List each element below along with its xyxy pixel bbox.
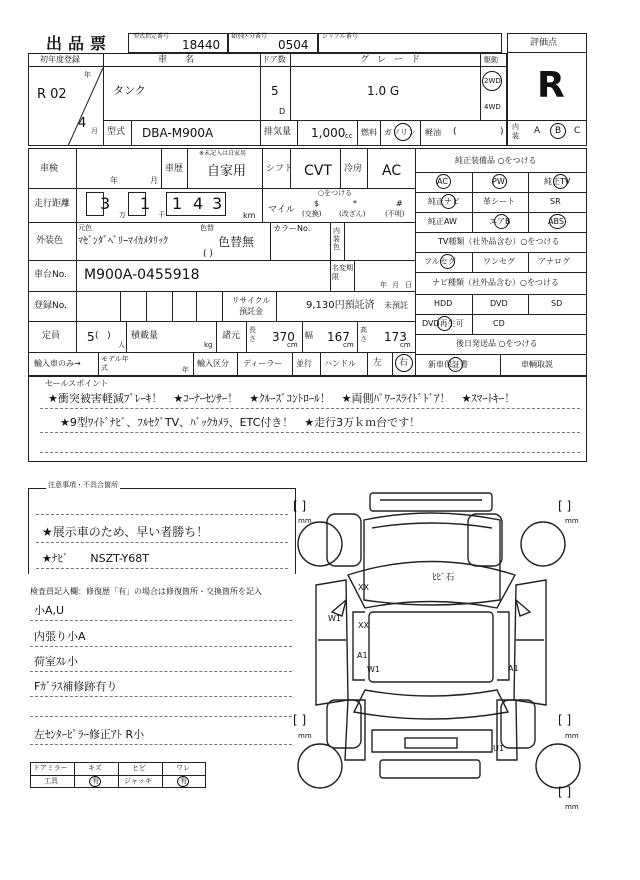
equip-item: 革シート [483,197,515,206]
rating-value: R [537,65,565,106]
inspector-label: 検査員記入欄：修復歴「有」の場合は修復箇所・交換箇所を記入 [30,587,262,596]
shaken-label: 車検 [40,164,59,174]
tv-title: TV種類（社外品含む）○をつける [438,237,560,246]
grade-label: グレード [360,55,429,65]
doors-label: ドア数 [262,55,286,64]
navi-item: DVD [490,299,508,308]
tv-item: ワンセグ [483,257,515,266]
tire-bracket: [ ] [558,785,572,799]
notes-label: 注意事項・不具合箇所 [48,481,118,489]
tv-item: フルセグ [424,257,456,266]
handle-label: ハンドル [324,359,356,368]
color-label: 外装色 [36,236,64,246]
model-year-label: モデル年式 [101,355,129,372]
class-no-label: 類別区分番号 [231,33,268,40]
shift-label: シフト [266,164,294,174]
drive-4wd: 4WD [484,103,501,111]
inspector-line: Fｶﾞﾗｽ補修跡有り [34,680,118,693]
color-no-label: カラーNo. [273,224,311,233]
doors-value: 5 [271,84,279,98]
navi-title: ナビ種類（社外品含む）○をつける [432,278,559,287]
form-no-value: 18440 [182,38,221,52]
interior-label: 内装 [512,123,519,140]
legend-cell: ワレ [176,764,190,772]
inspector-line: 小A,U [34,604,65,617]
fuel-diesel: 軽油 [425,128,441,137]
send-title: 後日発送品 ○をつける [456,339,538,348]
damage-mark: W1 [367,665,380,674]
drive-2wd: 2WD [484,77,501,85]
navi-item: HDD [434,299,453,308]
drive-label: 駆動 [484,56,498,64]
import-class-label: 輸入区分 [197,359,229,368]
damage-mark: A1 [357,651,368,660]
first-reg-era: R 02 [37,87,67,102]
equipment-title: 純正装備品 ○をつける [455,156,537,165]
length-value: 370 [272,330,295,344]
damage-mark: ﾋﾋﾞ石 [432,573,455,583]
equip-item: SR [550,197,561,206]
fuel-label: 燃料 [361,128,377,137]
color-value: ﾏｾﾞﾝﾀﾞﾍﾞﾘｰﾏｲｶﾒﾀﾘｯｸ [78,236,168,247]
notes-line-1: ★展示車のため、早い者勝ち！ [42,525,209,539]
recycle-label: リサイクル預託金 [231,296,271,316]
recolor-value: 色替無 [218,235,255,249]
handle-right: 右 [399,358,409,368]
first-reg-label: 初年度登録 [40,55,80,64]
equip-item: ABS [548,217,564,226]
sales-line-1: ★衝突被害軽減ﾌﾞﾚｰｷ！ ★ｺｰﾅｰｾﾝｻｰ！ ★ｸﾙｰｽﾞｺﾝﾄﾛｰﾙ！ ★両側ﾊﾟﾜｰｽﾗｲﾄﾞﾄﾞｱ！ ★ｽﾏｰﾄｷｰ！ [48,392,516,405]
capacity-label: 定員 [42,331,61,341]
legend-cell: 有 [180,777,187,785]
damage-mark: A1 [508,664,519,673]
cooler-value: AC [382,163,402,179]
car-name: タンク [113,84,146,97]
recycle-value: 9,130円預託済 [306,300,375,311]
name-change-label: 名変期限 [332,264,353,281]
damage-mark: W1 [328,614,341,623]
send-item: 車輌取説 [521,360,553,369]
sales-label: セールスポイント [45,379,109,388]
legend-cell: ヒビ [132,764,146,772]
disp-label: 排気量 [264,127,292,137]
equip-item: 純正ナビ [428,197,460,206]
dealer-option: ディーラー [243,359,283,368]
interior-color-label: 内装色 [333,227,340,251]
notes-line-2: ★ﾅﾋﾞ NSZT-Y68T [42,552,149,565]
height-value: 173 [384,330,407,344]
equip-item: AC [437,177,448,186]
damage-mark: XX [358,621,369,630]
car-name-label: 車名 [158,55,213,65]
inspector-line: 内張り小A [34,630,86,643]
navi-item: CD [493,319,505,328]
legend-cell: ドアミラー [33,764,68,772]
interior-b: B [555,126,562,136]
rating-label: 評価点 [530,38,558,48]
mileage-digit: 4 [193,194,204,213]
tire-bracket: [ ] [293,713,307,727]
legend-cell: キズ [88,764,102,772]
mileage-digit: 3 [100,194,111,213]
form-title: 出品票 [46,34,113,53]
tire-bracket: [ ] [293,499,307,513]
equip-item: 純正TV [544,177,571,186]
tv-item: アナログ [538,257,570,266]
send-item: 新車保証書 [428,360,468,369]
legend-cell: 工具 [44,777,58,785]
dims-label: 諸元 [222,331,241,341]
mileage-digit: 1 [172,194,183,213]
navi-item: DVD再生可 [422,319,464,328]
cooler-label: 冷房 [344,164,363,174]
usage-label: 車歴 [165,164,184,174]
damage-mark: XX [358,583,369,592]
tire-bracket: [ ] [558,713,572,727]
chassis-value: M900A-0455918 [84,267,200,283]
interior-c: C [574,126,581,136]
legend-cell: ジャッキ [124,777,152,785]
equip-item: 純正AW [428,217,457,226]
load-label: 積載量 [131,331,159,341]
tire-bracket: [ ] [558,499,572,513]
fuel-gas: ガソリン [384,128,416,137]
navi-item: SD [551,299,563,308]
equip-item: PW [492,177,505,186]
model-label: 型式 [107,127,126,137]
grade-value: 1.0 G [367,84,400,98]
model-value: DBA-M900A [142,126,214,140]
chassis-label: 車台No. [34,270,67,280]
width-value: 167 [327,330,350,344]
first-reg-month: 4 [78,116,87,131]
mileage-digit: 3 [212,194,223,213]
class-no-value: 0504 [278,38,309,52]
import-label: 輸入車のみ→ [34,359,81,368]
sales-line-2: ★9型ﾜｲﾄﾞﾅﾋﾞ、ﾌﾙｾｸﾞTV、ﾊﾞｯｸｶﾒﾗ、ETC付き！ ★走行3万ｋｍ台です！ [60,416,421,429]
form-no-label: 型式指定番号 [133,33,170,40]
inspector-line: 荷室ｽﾚ小 [34,655,78,668]
damage-mark: U1 [493,744,504,753]
capacity-value: 5 [87,330,95,344]
reg-label: 登録No. [34,301,67,311]
interior-a: A [534,126,541,136]
usage-value: 自家用 [207,164,247,179]
handle-left: 左 [373,358,383,368]
mileage-digit: 1 [140,194,151,213]
inspector-line: 左ｾﾝﾀｰﾋﾟﾗｰ修正ｱﾄ R小 [34,728,145,741]
legend-cell: 有 [92,777,99,785]
mile-option: マイル [268,205,295,215]
serial-label: シリアル番号 [322,33,358,40]
parallel-option: 並行 [296,359,312,368]
disp-value: 1,000 [311,126,346,140]
shift-value: CVT [304,163,332,179]
equip-item: エアB [489,217,511,226]
mileage-label: 走行距離 [34,199,71,209]
